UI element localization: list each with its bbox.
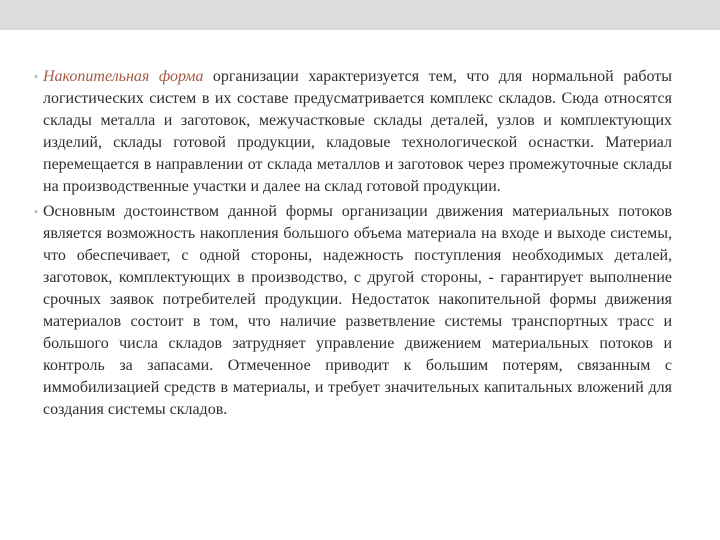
- paragraph-1-text: организации характеризуется тем, что для нормальной работы логистических систем в их составе предусматривается комплекс складов. Сюда относятся склады металла и заготовок, межучастковые склады деталей, узлов и комплектующих изделий, склады готовой продукции, кладовые технологической оснастки. Материал перемещается в направлении от склада металлов и заготовок через промежуточные склады на производственные участки и далее на склад готовой продукции.: [43, 68, 672, 195]
- slide-body-text: [34, 66, 672, 424]
- paragraph-1: [34, 66, 672, 198]
- paragraph-2: [34, 201, 672, 421]
- bullet-icon: ▪: [34, 71, 38, 83]
- slide: [0, 30, 720, 540]
- term-emphasis: Накопительная форма: [43, 68, 204, 85]
- top-band: [0, 0, 720, 30]
- bullet-icon: ▪: [34, 206, 38, 218]
- paragraph-2-text: Основным достоинством данной формы организации движения материальных потоков является возможность накопления большого объема материала на входе и выходе системы, что обеспечивает, с одной стороны, надежность поступления необходимых деталей, заготовок, комплектующих в производство, с другой стороны, - гарантирует выполнение срочных заявок потребителей продукции. Недостаток накопительной формы движения материалов состоит в том, что наличие разветвление системы транспортных трасс и большого числа складов затрудняет управление движением материальных потоков и контроль за запасами. Отмеченное приводит к большим потерям, связанным с иммобилизацией средств в материалы, и требует значительных капитальных вложений для создания системы складов.: [43, 203, 672, 418]
